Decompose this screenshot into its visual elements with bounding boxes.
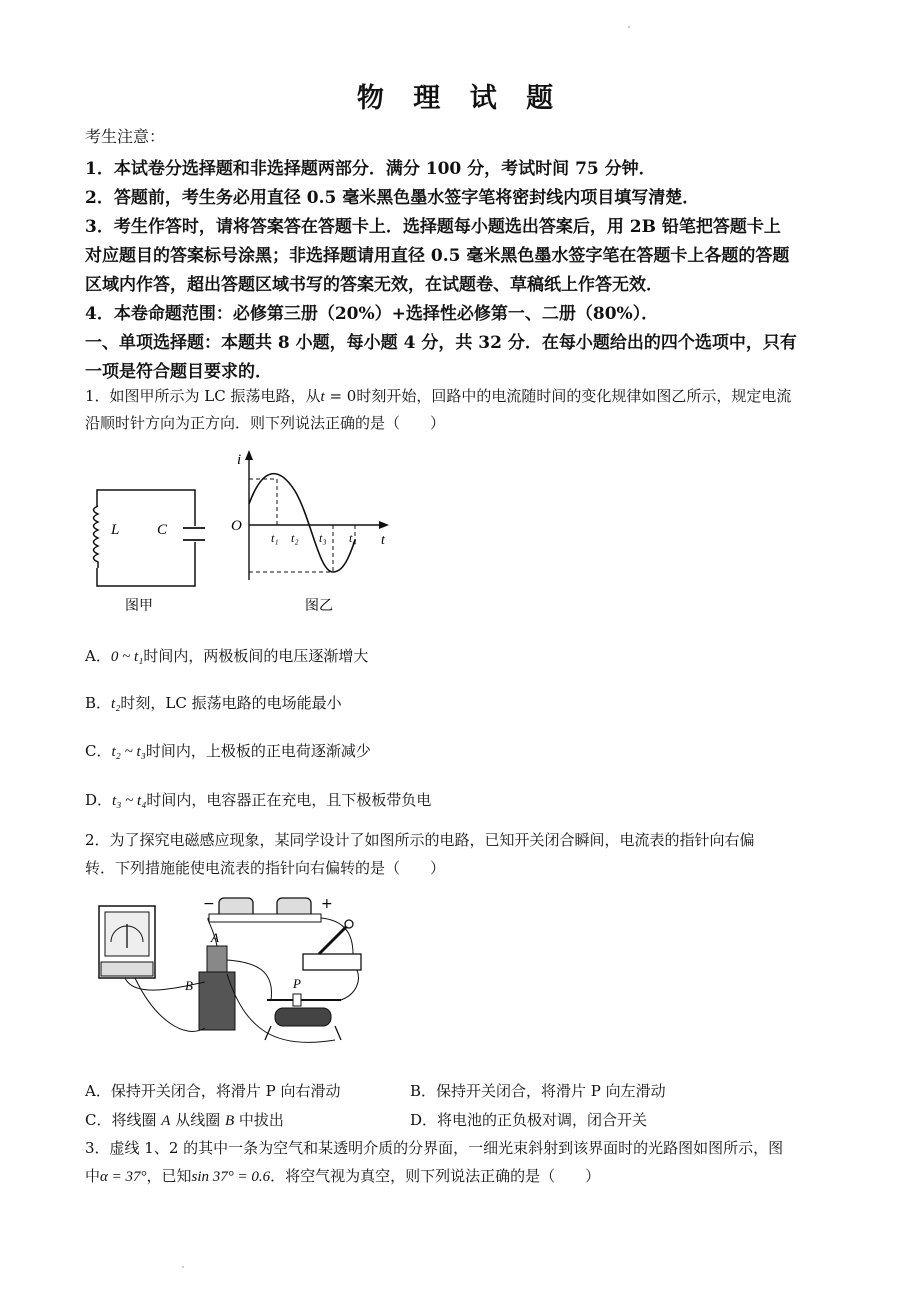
notice-item-2: 2．答题前，考生务必用直径 0.5 毫米黑色墨水签字笔将密封线内项目填写清楚． (85, 188, 700, 208)
q2-stem-line2: 转．下列措施能使电流表的指针向右偏转的是（ ） (85, 859, 446, 877)
q1-option-d-math: t₃ ~ t₄ (112, 793, 147, 809)
scan-speck (628, 26, 630, 28)
notice-heading: 考生注意： (85, 127, 166, 146)
q1-option-d-text: 时间内，电容器正在充电，且下极板带负电 (146, 791, 432, 809)
q1-stem-text-b: 时刻开始，回路中的电流随时间的变化规律如图乙所示，规定电流 (356, 387, 792, 405)
y-axis-arrow (245, 450, 253, 460)
q1-option-b (85, 692, 342, 713)
label-t2: t₂ (291, 531, 299, 545)
fig-caption-jia: 图甲 (125, 598, 153, 614)
label-coil-A: A (211, 930, 219, 945)
label-L: L (111, 522, 120, 538)
q3-stem-text-a: 中 (85, 1167, 101, 1185)
q1-stem-var: t (320, 389, 325, 405)
q2-option-d: D．将电池的正负极对调，闭合开关 (410, 1111, 648, 1129)
q1-stem-eq: = 0 (324, 387, 357, 405)
section1-heading-cont: 一项是符合题目要求的． (85, 362, 272, 382)
rheostat-body (275, 1008, 331, 1026)
wire-2 (135, 978, 205, 1031)
label-t: t (381, 533, 385, 548)
q2-stem-line1: 2．为了探究电磁感应现象，某同学设计了如图所示的电路，已知开关闭合瞬间，电流表的指针向右偏 (85, 831, 755, 849)
q1-option-c-math: t₂ ~ t₃ (111, 744, 146, 760)
label-t3: t₃ (319, 531, 327, 545)
q1-figure-lc-circuit (85, 448, 205, 618)
current-curve (249, 474, 355, 572)
wire-1 (125, 978, 205, 990)
switch-lever (319, 926, 347, 954)
q1-option-b-label: B． (85, 694, 112, 712)
q1-option-d (85, 789, 431, 810)
q2-option-c (85, 1109, 284, 1130)
label-O: O (231, 518, 242, 534)
q1-option-a-text: 时间内，两极板间的电压逐渐增大 (143, 647, 369, 665)
q2-option-c-var-a: A (161, 1113, 171, 1129)
x-axis-arrow (379, 521, 389, 529)
label-t4: t₄ (349, 531, 357, 545)
q2-option-c-text-c: 中拔出 (234, 1111, 284, 1129)
coil-A (207, 946, 227, 974)
q3-stem-line1: 3．虚线 1、2 的其中一条为空气和某透明介质的分界面，一细光束斜射到该界面时的光路图如图所示，图 (85, 1139, 784, 1157)
q2-option-b: B．保持开关闭合，将滑片 P 向左滑动 (410, 1082, 666, 1100)
rheostat-slider (293, 994, 301, 1006)
scan-speck (182, 1266, 184, 1268)
label-coil-B: B (185, 978, 193, 993)
q2-option-c-text-b: 从线圈 (170, 1111, 225, 1129)
q2-option-c-text-a: C．将线圈 (85, 1111, 162, 1129)
section1-heading: 一、单项选择题：本题共 8 小题，每小题 4 分，共 32 分．在每小题给出的四个选项中，只有 (85, 333, 797, 353)
q1-option-a-label: A． (85, 647, 111, 665)
q2-option-a: A．保持开关闭合，将滑片 P 向右滑动 (85, 1082, 341, 1100)
q3-stem-line2 (85, 1165, 600, 1186)
q3-stem-text-c: ．将空气视为真空，则下列说法正确的是（ ） (270, 1167, 601, 1185)
q1-stem-text-a: 1．如图甲所示为 LC 振荡电路，从 (85, 387, 321, 405)
label-t1: t₁ (271, 531, 279, 545)
q1-option-a-math: 0 ~ t₁ (110, 649, 144, 665)
q1-option-a (85, 645, 368, 666)
label-C: C (157, 522, 168, 538)
page-title: 物 理 试 题 (356, 83, 564, 114)
notice-item-3-cont2: 区域内作答，超出答题区域书写的答案无效，在试题卷、草稿纸上作答无效． (85, 275, 663, 295)
q1-option-c (85, 740, 371, 761)
notice-item-1: 1．本试卷分选择题和非选择题两部分．满分 100 分，考试时间 75 分钟． (85, 159, 656, 179)
wire-6 (341, 970, 358, 1000)
galvanometer-base (101, 962, 153, 976)
q2-figure-induction-circuit (95, 890, 385, 1060)
fig-caption-yi: 图乙 (305, 598, 333, 614)
notice-item-4: 4．本卷命题范围：必修第三册（20%）+选择性必修第一、二册（80%）． (85, 304, 659, 324)
notice-item-3: 3．考生作答时，请将答案答在答题卡上．选择题每小题选出答案后，用 2B 铅笔把答题卡上 (85, 217, 781, 237)
label-i: i (237, 452, 242, 468)
switch-knob (345, 920, 353, 928)
label-slider-P: P (293, 976, 301, 991)
notice-item-3-cont: 对应题目的答案标号涂黑；非选择题请用直径 0.5 毫米黑色墨水签字笔在答题卡上各题的答题 (85, 246, 790, 266)
q1-option-c-label: C． (85, 742, 112, 760)
q1-stem-line1 (85, 385, 791, 406)
battery-holder (209, 914, 321, 922)
circuit-wire-loop (97, 490, 195, 586)
q1-option-b-text: 时刻，LC 振荡电路的电场能最小 (120, 694, 342, 712)
q1-figure-current-graph (225, 448, 395, 618)
battery-minus: − (203, 896, 215, 912)
q1-option-d-label: D． (85, 791, 113, 809)
q1-option-b-math: t₂ (111, 696, 121, 712)
q1-option-c-text: 时间内，上极板的正电荷逐渐减少 (145, 742, 371, 760)
q3-stem-math-alpha: α = 37° (100, 1169, 147, 1185)
q2-option-c-var-b: B (224, 1113, 235, 1129)
q1-stem-line2: 沿顺时针方向为正方向．则下列说法正确的是（ ） (85, 414, 446, 432)
q3-stem-math-sin: sin 37° = 0.6 (191, 1169, 271, 1185)
battery-plus: + (321, 896, 333, 912)
switch-base (303, 954, 361, 970)
q3-stem-text-b: ，已知 (146, 1167, 192, 1185)
